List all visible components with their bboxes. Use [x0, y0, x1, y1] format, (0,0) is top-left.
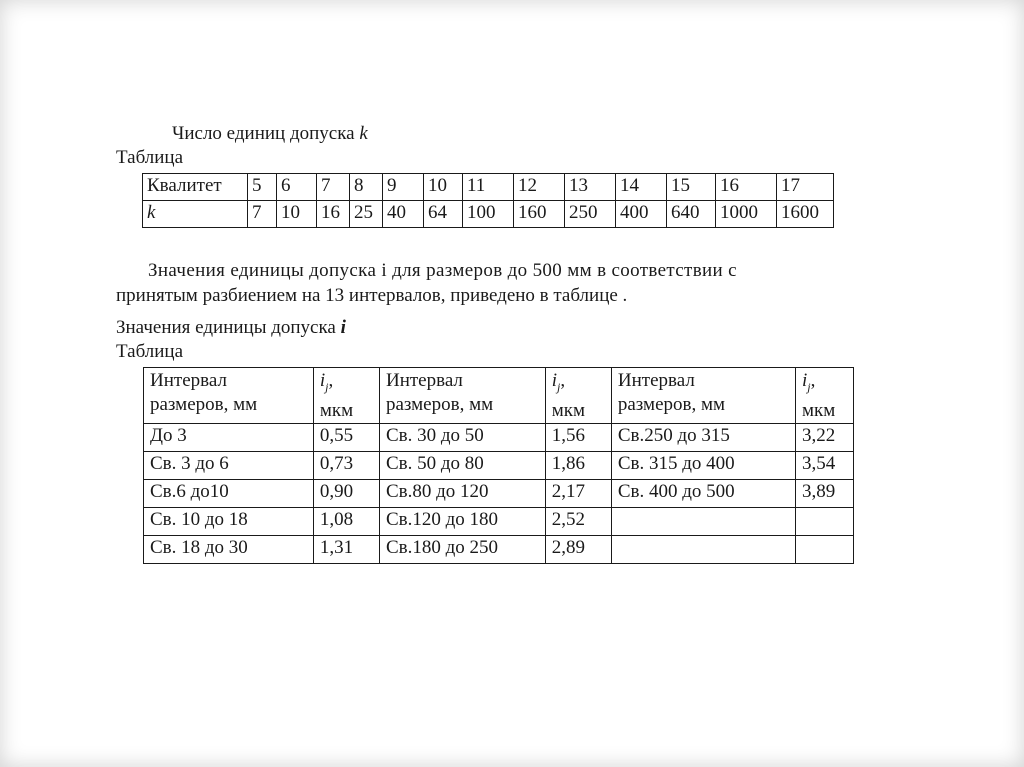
- paragraph-line-1: Значения единицы допуска i для размеров до 500 мм в соответствии с: [148, 260, 737, 281]
- table-cell: 1,08: [313, 508, 379, 536]
- qualitet-table: [142, 173, 834, 228]
- header-symbol: i: [319, 370, 326, 391]
- table-cell: 1,56: [545, 424, 611, 452]
- table-cell: Св. 18 до 30: [144, 536, 314, 564]
- table-cell: 13: [565, 174, 616, 201]
- table-cell: Св. 315 до 400: [611, 452, 795, 480]
- heading-symbol: k: [359, 123, 368, 144]
- table-cell: 11: [463, 174, 514, 201]
- table-cell: 2,52: [545, 508, 611, 536]
- table-cell: Св.80 до 120: [379, 480, 545, 508]
- table-cell: 100: [463, 201, 514, 228]
- header-interval: [611, 368, 795, 424]
- table-cell: 1,31: [313, 536, 379, 564]
- table-cell: 8: [350, 174, 383, 201]
- header-value: $i_j$, мкм: [795, 368, 853, 424]
- table-cell: До 3: [144, 424, 314, 452]
- table-cell: 3,22: [795, 424, 853, 452]
- table-cell: Св.6 до10: [144, 480, 314, 508]
- table-cell: 16: [317, 201, 350, 228]
- header-subscript: j: [557, 379, 561, 394]
- header-unit: мкм: [551, 399, 586, 421]
- table-cell: 1,86: [545, 452, 611, 480]
- header-value: $i_j$, мкм: [545, 368, 611, 424]
- table-cell: 400: [616, 201, 667, 228]
- header-value: $i_j$, мкм: [313, 368, 379, 424]
- table-cell: 9: [383, 174, 424, 201]
- table-cell: 64: [424, 201, 463, 228]
- header-text: размеров, мм: [385, 394, 494, 415]
- heading-tolerance-units-count: [172, 122, 368, 146]
- table-cell: 15: [667, 174, 716, 201]
- table-row: [144, 452, 854, 480]
- header-subscript: j: [325, 379, 329, 394]
- table-cell: 16: [716, 174, 777, 201]
- table-cell: 2,89: [545, 536, 611, 564]
- table-header-row: [144, 368, 854, 424]
- table-row: [144, 424, 854, 452]
- paragraph-line-2: принятым разбиением на 13 интервалов, приведено в таблице .: [116, 285, 628, 306]
- table-label: Таблица: [116, 341, 184, 362]
- table-row: [144, 480, 854, 508]
- table-cell: k: [143, 201, 248, 228]
- table-cell: Св. 400 до 500: [611, 480, 795, 508]
- header-symbol: i: [801, 370, 808, 391]
- table-cell: 7: [317, 174, 350, 201]
- table-cell: 1000: [716, 201, 777, 228]
- header-unit: мкм: [801, 399, 836, 421]
- table-cell: 17: [777, 174, 834, 201]
- heading-symbol: i: [340, 317, 346, 338]
- table-cell: 3,89: [795, 480, 853, 508]
- table-cell: [611, 508, 795, 536]
- table-cell: [795, 536, 853, 564]
- table-row: [143, 174, 834, 201]
- table-cell: [611, 536, 795, 564]
- table-row: [144, 536, 854, 564]
- header-text: Интервал: [150, 370, 227, 391]
- table-cell: 10: [424, 174, 463, 201]
- table-cell: Св. 50 до 80: [379, 452, 545, 480]
- header-symbol: i: [551, 370, 558, 391]
- table-cell: 7: [248, 201, 277, 228]
- header-subscript: j: [807, 379, 811, 394]
- table-cell: Св.120 до 180: [379, 508, 545, 536]
- table-cell: 6: [277, 174, 317, 201]
- table-cell: 40: [383, 201, 424, 228]
- table-cell: Св.250 до 315: [611, 424, 795, 452]
- table-cell: 0,73: [313, 452, 379, 480]
- table-cell: 2,17: [545, 480, 611, 508]
- table-cell: Св.180 до 250: [379, 536, 545, 564]
- table-cell: 25: [350, 201, 383, 228]
- heading-text: Число единиц допуска: [172, 123, 355, 144]
- table-cell: 640: [667, 201, 716, 228]
- table-label: Таблица: [116, 147, 184, 168]
- header-unit: мкм: [319, 399, 354, 421]
- table-cell: [795, 508, 853, 536]
- table-row: [144, 508, 854, 536]
- table-cell: 160: [514, 201, 565, 228]
- header-text: размеров, мм: [617, 394, 726, 415]
- table-row: [143, 201, 834, 228]
- tolerance-unit-table: [143, 367, 854, 564]
- table-cell: Св. 30 до 50: [379, 424, 545, 452]
- table-cell: Св. 3 до 6: [144, 452, 314, 480]
- table-cell: 0,90: [313, 480, 379, 508]
- heading-text: Значения единицы допуска: [116, 317, 336, 338]
- table-cell: Св. 10 до 18: [144, 508, 314, 536]
- header-text: Интервал: [385, 370, 463, 391]
- table-cell: 1600: [777, 201, 834, 228]
- table-cell: 12: [514, 174, 565, 201]
- heading-tolerance-unit-values: [116, 316, 346, 340]
- header-interval: [144, 368, 314, 424]
- table-cell: 14: [616, 174, 667, 201]
- header-text: Интервал: [617, 370, 695, 391]
- table-cell: 3,54: [795, 452, 853, 480]
- table-cell: 0,55: [313, 424, 379, 452]
- header-interval: [379, 368, 545, 424]
- table-cell: Квалитет: [143, 174, 248, 201]
- header-text: размеров, мм: [150, 394, 258, 415]
- table-cell: 250: [565, 201, 616, 228]
- table-cell: 5: [248, 174, 277, 201]
- table-cell: 10: [277, 201, 317, 228]
